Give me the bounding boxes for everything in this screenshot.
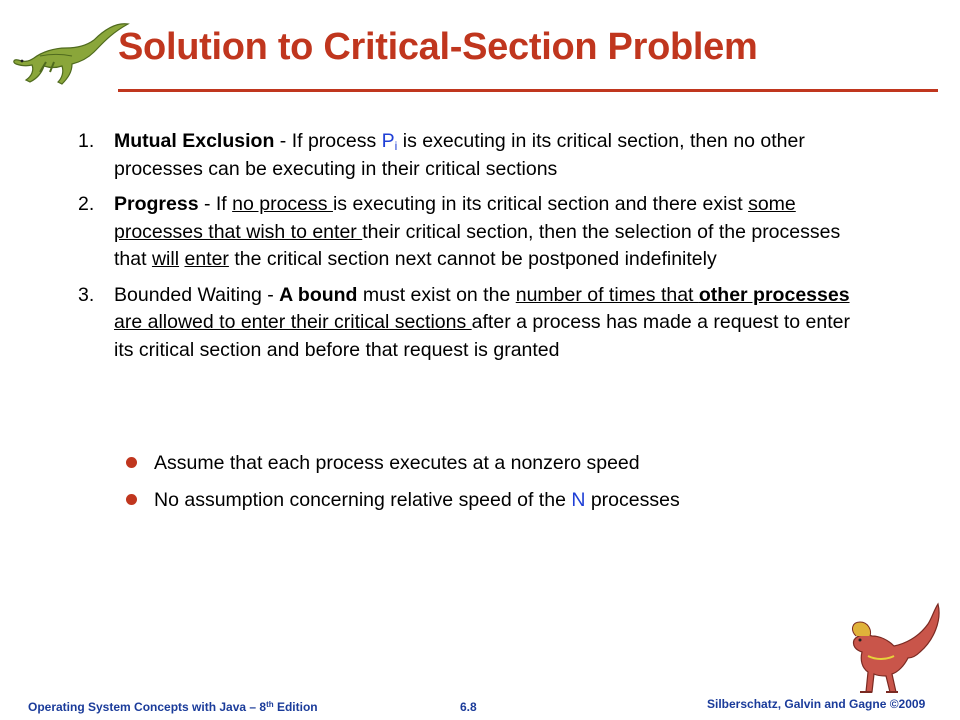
- underlined-bold-text: other processes: [698, 283, 850, 306]
- footer-course: [28, 700, 318, 714]
- item-text: the critical section next cannot be postponed indefinitely: [228, 248, 717, 270]
- process-variable: [382, 130, 398, 152]
- underlined-text: no process: [232, 193, 333, 215]
- item-text: their critical section, then the selection of the processes that: [114, 220, 841, 270]
- process-variable-name: P: [381, 130, 395, 152]
- term-bounded-waiting: Bounded Waiting -: [114, 283, 280, 306]
- item-number: 1.: [78, 130, 95, 152]
- bullet-dot-icon: [126, 494, 137, 505]
- bullet-dot-icon: [126, 457, 137, 468]
- item-number: 3.: [78, 283, 95, 306]
- process-variable-subscript: i: [394, 139, 398, 153]
- underlined-text: are allowed to enter their critical sections: [114, 311, 472, 333]
- term-a-bound: A bound: [279, 283, 358, 306]
- bullet-text: Assume that each process executes at a nonzero speed: [154, 452, 640, 474]
- slide-title: Solution to Critical-Section Problem: [118, 26, 758, 68]
- bullet-text: processes: [585, 489, 680, 511]
- item-text: is executing in its critical section, then no other processes can be executing in their critical sections: [114, 130, 805, 180]
- footer-slide-number: 6.8: [460, 700, 477, 714]
- term-progress: Progress: [114, 193, 199, 215]
- variable-n: N: [571, 489, 586, 511]
- item-text: is executing in its critical section and there exist: [332, 193, 749, 215]
- item-text: after a process has made a request to enter its critical section and before that request is granted: [114, 311, 850, 361]
- item-text: must exist on the: [357, 283, 516, 306]
- footer-authors: Silberschatz, Galvin and Gagne ©2009: [707, 697, 926, 711]
- term-mutual-exclusion: Mutual Exclusion: [114, 130, 275, 152]
- title-divider: [118, 89, 938, 92]
- underlined-text: enter: [184, 248, 229, 270]
- item-text: - If: [198, 193, 233, 215]
- list-item-mutual-exclusion: [78, 128, 868, 183]
- dinosaur-logo-icon: [10, 18, 132, 88]
- footer-course-end: Edition: [273, 700, 318, 714]
- underlined-text: some processes that wish to enter: [114, 193, 796, 243]
- bullet-text: No assumption concerning relative speed of the: [154, 489, 572, 511]
- footer-course-sup: th: [266, 700, 274, 709]
- bullet-item: [126, 450, 886, 477]
- item-text: - If process: [274, 130, 382, 152]
- dinosaur-mascot-icon: [842, 600, 946, 700]
- assumption-list: [126, 450, 886, 524]
- item-number: 2.: [78, 193, 95, 215]
- underlined-text: number of times that: [515, 283, 699, 306]
- footer-course-text: Operating System Concepts with Java – 8: [28, 700, 267, 714]
- list-item-progress: [78, 191, 868, 274]
- condition-list: [78, 128, 868, 372]
- bullet-item: [126, 487, 886, 514]
- underlined-text: will: [151, 248, 180, 270]
- list-item-bounded-waiting: [78, 282, 868, 365]
